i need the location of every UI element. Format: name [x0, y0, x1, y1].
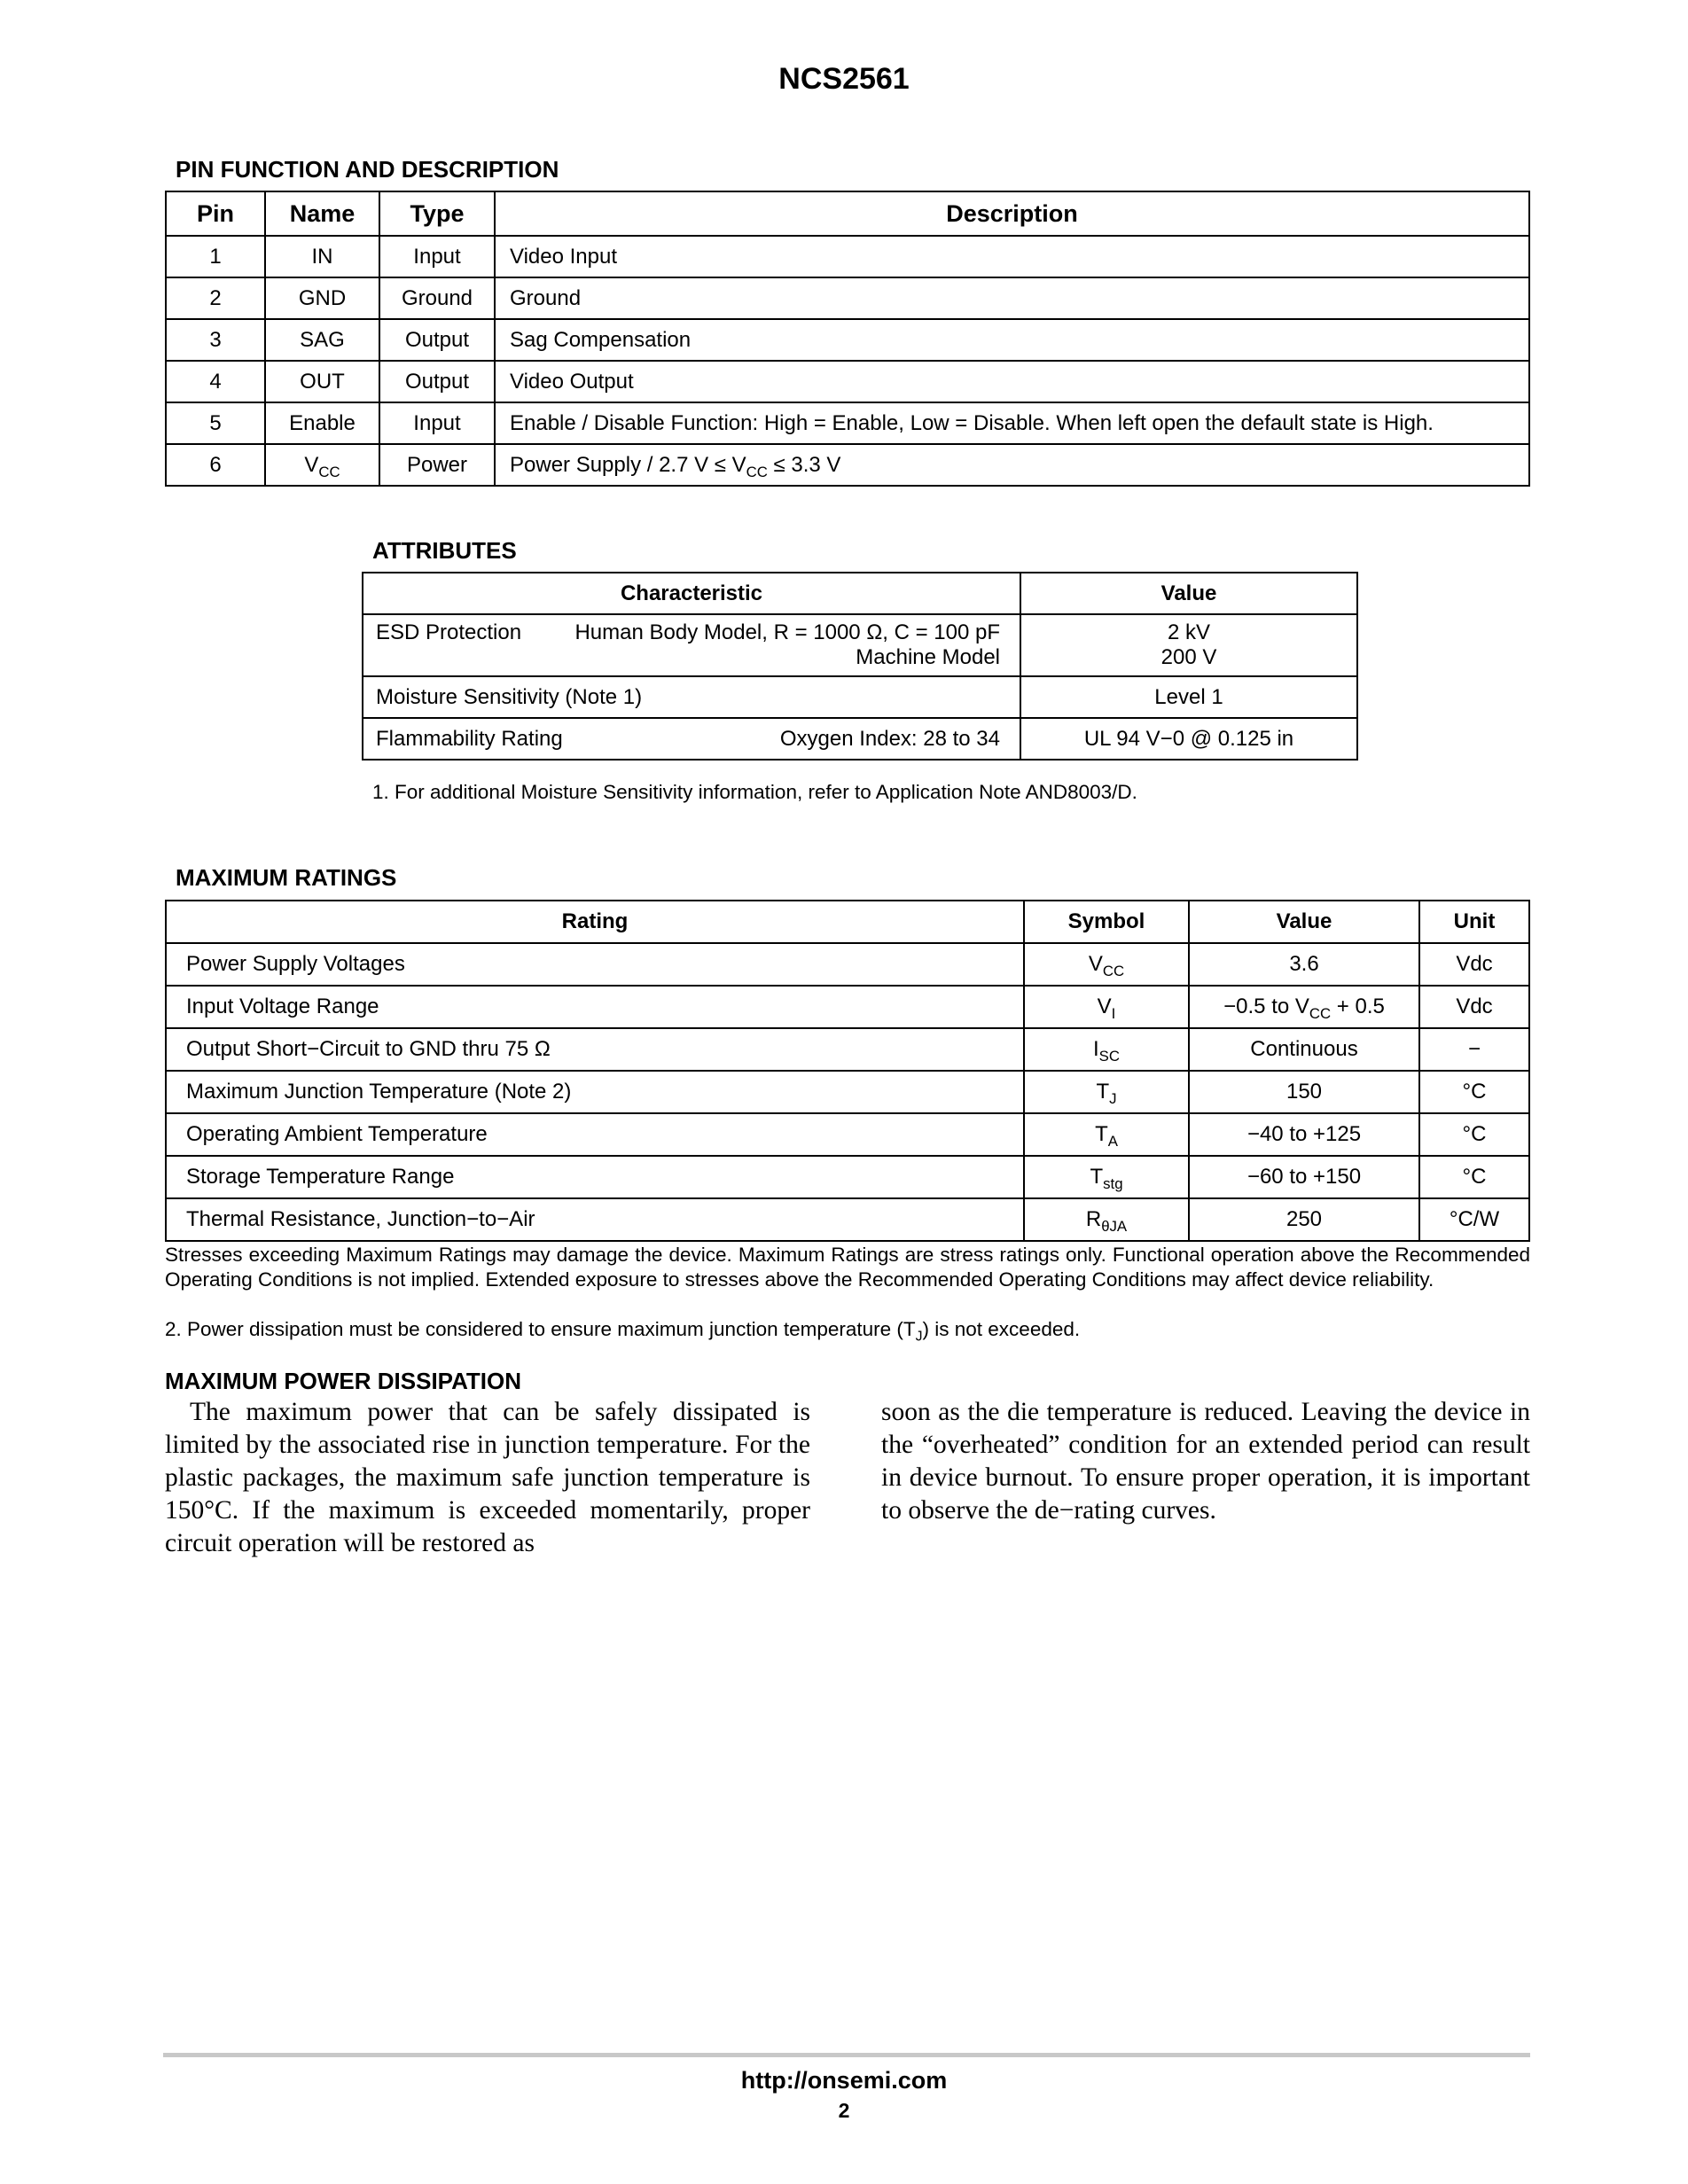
- table-row: [166, 444, 1529, 486]
- pin-function-table: [165, 191, 1530, 487]
- col-header-unit: Unit: [1419, 901, 1529, 943]
- pin-name: Enable: [265, 402, 379, 444]
- rating-name: Operating Ambient Temperature: [166, 1113, 1024, 1156]
- table-header-row: [166, 901, 1529, 943]
- rating-name: Input Voltage Range: [166, 986, 1024, 1028]
- power-dissipation-title: MAXIMUM POWER DISSIPATION: [165, 1368, 522, 1394]
- col-header-value: Value: [1020, 573, 1357, 614]
- moisture-characteristic: Moisture Sensitivity (Note 1): [363, 676, 1020, 718]
- pin-number: 3: [166, 319, 265, 361]
- table-row: [166, 943, 1529, 986]
- pin-number: 1: [166, 236, 265, 277]
- col-header-symbol: Symbol: [1024, 901, 1189, 943]
- pin-name: $V_{CC}$: [265, 444, 379, 486]
- rating-symbol: $I_{SC}$: [1024, 1028, 1189, 1071]
- table-row: [166, 1156, 1529, 1198]
- col-header-value: Value: [1189, 901, 1419, 943]
- rating-name: Maximum Junction Temperature (Note 2): [166, 1071, 1024, 1113]
- pin-name: OUT: [265, 361, 379, 402]
- max-ratings-section-title: MAXIMUM RATINGS: [176, 864, 397, 891]
- pin-name: SAG: [265, 319, 379, 361]
- rating-value: −0.5 to $V_{CC} + 0.5$: [1189, 986, 1419, 1028]
- rating-value: 3.6: [1189, 943, 1419, 986]
- power-dissipation-col1: The maximum power that can be safely dissipated is limited by the associated rise in junction temperature. For the plastic packages, the maximum safe junction temperature is 150°C. If the maximum is exceeded momentarily, proper circuit operation will be restored as: [165, 1398, 810, 1557]
- pin-name: GND: [265, 277, 379, 319]
- max-ratings-table: [165, 900, 1530, 1242]
- power-dissipation-col2: soon as the die temperature is reduced. Leaving the device in the “overheated” condition for an extended period can result in device burnout. To ensure proper operation, it is important to observe the de−rating curves.: [881, 1398, 1530, 1525]
- esd-value: [1020, 614, 1357, 676]
- moisture-value: Level 1: [1020, 676, 1357, 718]
- rating-symbol: $T_A$: [1024, 1113, 1189, 1156]
- table-header-row: [166, 191, 1529, 236]
- table-row: [166, 1198, 1529, 1241]
- footer-url-link[interactable]: http://onsemi.com: [740, 2067, 948, 2094]
- table-row: [166, 402, 1529, 444]
- pin-number: 4: [166, 361, 265, 402]
- pin-description: Power Supply / 2.7 $V \le V_{CC} \le 3.3$ V: [495, 444, 1529, 486]
- col-header-description: Description: [495, 191, 1529, 236]
- table-row: [166, 319, 1529, 361]
- attributes-table: [362, 572, 1358, 760]
- pin-description: Enable / Disable Function: High = Enable, Low = Disable. When left open the default state is High.: [495, 402, 1529, 444]
- esd-condition-hbm: Human Body Model, R = 1000 Ω, C = 100 pF: [574, 620, 1000, 644]
- rating-value: Continuous: [1189, 1028, 1419, 1071]
- pin-section-title: PIN FUNCTION AND DESCRIPTION: [176, 156, 559, 183]
- rating-unit: °C: [1419, 1071, 1529, 1113]
- flammability-value: UL 94 V−0 @ 0.125 in: [1020, 718, 1357, 760]
- pin-name: IN: [265, 236, 379, 277]
- rating-value: 250: [1189, 1198, 1419, 1241]
- rating-name: Thermal Resistance, Junction−to−Air: [166, 1198, 1024, 1241]
- flammability-label: Flammability Rating: [376, 726, 563, 751]
- table-row: [166, 986, 1529, 1028]
- rating-value: −60 to +150: [1189, 1156, 1419, 1198]
- pin-type: Input: [379, 236, 495, 277]
- flammability-characteristic: [363, 718, 1020, 760]
- table-row: [166, 361, 1529, 402]
- rating-unit: °C/W: [1419, 1198, 1529, 1241]
- col-header-pin: Pin: [166, 191, 265, 236]
- flammability-condition: Oxygen Index: 28 to 34: [779, 726, 1000, 751]
- pin-number: 5: [166, 402, 265, 444]
- esd-characteristic: [363, 614, 1020, 676]
- page-title: NCS2561: [778, 62, 910, 96]
- attributes-footnote: 1. For additional Moisture Sensitivity information, refer to Application Note AND8003/D.: [372, 781, 1137, 803]
- rating-symbol: $R_{\theta JA}$: [1024, 1198, 1189, 1241]
- rating-symbol: $T_J$: [1024, 1071, 1189, 1113]
- col-header-name: Name: [265, 191, 379, 236]
- page-number: 2: [838, 2099, 850, 2122]
- rating-value: 150: [1189, 1071, 1419, 1113]
- rating-unit: °C: [1419, 1156, 1529, 1198]
- pin-description: Sag Compensation: [495, 319, 1529, 361]
- rating-value: −40 to +125: [1189, 1113, 1419, 1156]
- esd-value-hbm: 2 kV: [1167, 620, 1211, 644]
- rating-symbol: $V_{CC}$: [1024, 943, 1189, 986]
- table-row: [363, 718, 1357, 760]
- footer-divider: [163, 2053, 1530, 2057]
- rating-symbol: $V_I$: [1024, 986, 1189, 1028]
- pin-type: Output: [379, 361, 495, 402]
- stress-note: Stresses exceeding Maximum Ratings may damage the device. Maximum Ratings are stress ratings only. Functional operation above the Recommended Operating Conditions is not implied. Extended exposure to stresses above the Recommended Operating Conditions may affect device reliability.: [165, 1244, 1530, 1291]
- rating-symbol: $T_{stg}$: [1024, 1156, 1189, 1198]
- pin-description: Video Input: [495, 236, 1529, 277]
- rating-unit: °C: [1419, 1113, 1529, 1156]
- esd-value-mm: 200 V: [1160, 645, 1217, 669]
- pin-number: 2: [166, 277, 265, 319]
- pin-type: Output: [379, 319, 495, 361]
- pin-type: Input: [379, 402, 495, 444]
- rating-unit: Vdc: [1419, 986, 1529, 1028]
- col-header-rating: Rating: [166, 901, 1024, 943]
- attributes-section-title: ATTRIBUTES: [372, 537, 517, 564]
- pin-description: Ground: [495, 277, 1529, 319]
- table-row: [166, 277, 1529, 319]
- pin-number: 6: [166, 444, 265, 486]
- rating-name: Storage Temperature Range: [166, 1156, 1024, 1198]
- table-row: [166, 1071, 1529, 1113]
- rating-unit: Vdc: [1419, 943, 1529, 986]
- table-row: [166, 1113, 1529, 1156]
- pin-type: Power: [379, 444, 495, 486]
- table-header-row: [363, 573, 1357, 614]
- pin-description: Video Output: [495, 361, 1529, 402]
- pin-type: Ground: [379, 277, 495, 319]
- table-row: [166, 236, 1529, 277]
- col-header-type: Type: [379, 191, 495, 236]
- esd-label: ESD Protection: [376, 620, 522, 644]
- table-row: [363, 676, 1357, 718]
- rating-name: Output Short−Circuit to GND thru 75 Ω: [166, 1028, 1024, 1071]
- table-row: [166, 1028, 1529, 1071]
- rating-unit: −: [1419, 1028, 1529, 1071]
- col-header-characteristic: Characteristic: [363, 573, 1020, 614]
- esd-condition-mm: Machine Model: [856, 645, 1000, 669]
- junction-temp-note: 2. Power dissipation must be considered to ensure maximum junction temperature $(T_J)$ is not exceeded.: [165, 1318, 1081, 1345]
- table-row: [363, 614, 1357, 676]
- rating-name: Power Supply Voltages: [166, 943, 1024, 986]
